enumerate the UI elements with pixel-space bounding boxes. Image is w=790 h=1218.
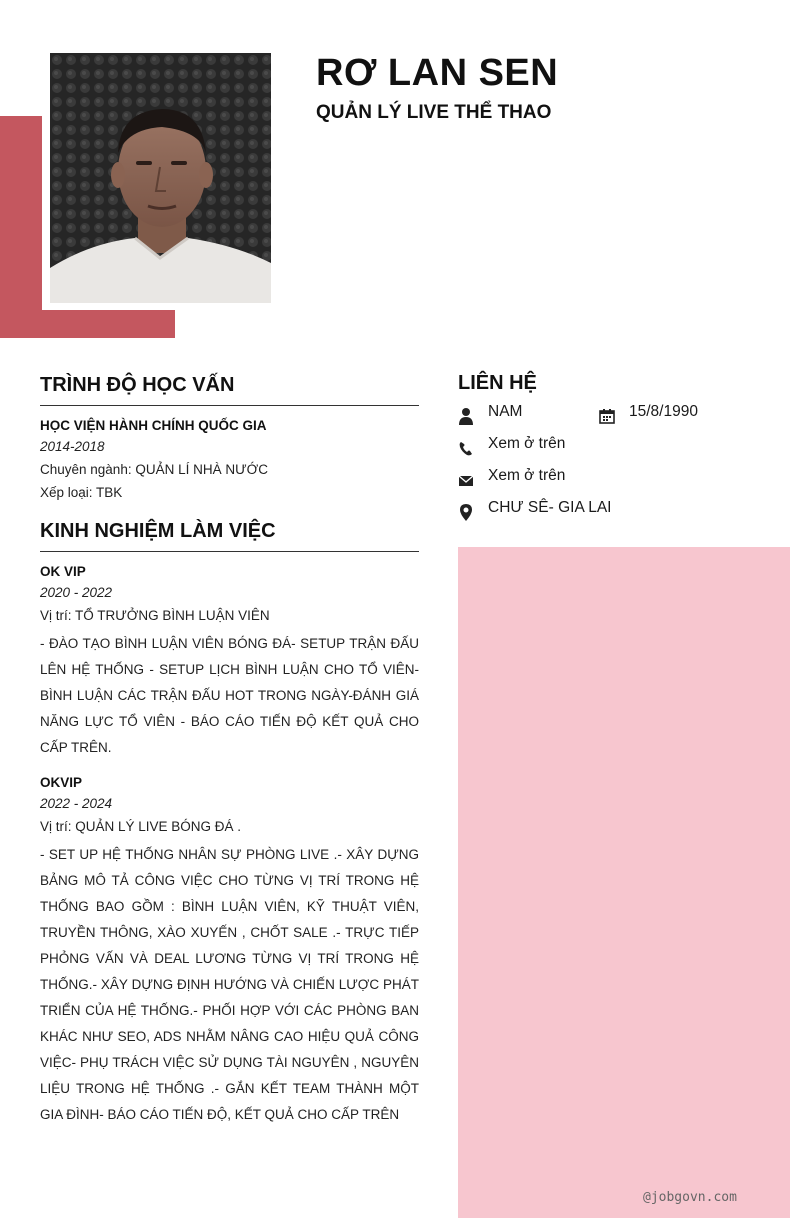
envelope-icon bbox=[458, 471, 474, 489]
experience-description: - SET UP HỆ THỐNG NHÂN SỰ PHÒNG LIVE .- XÂY DỰNG BẢNG MÔ TẢ CÔNG VIỆC CHO TỪNG VỊ TRÍ TRONG HỆ THỐNG BAO GỒM : BÌNH LUẬN VIÊN, KỸ THUẬT VIÊN, TRUYỀN THÔNG, XÀO XUYẾN , CHỐT SALE .- TRỰC TIẾP PHỎNG VẤN VÀ DEAL LƯƠNG TỪNG VỊ TRÍ TRONG HỆ THỐNG.- XÂY DỰNG ĐỊNH HƯỚNG VÀ CHIẾN LƯỢC PHÁT TRIỂN CỦA HỆ THỐNG.- PHỐI HỢP VỚI CÁC PHÒNG BAN KHÁC NHƯ SEO, ADS NHẰM NÂNG CAO HIỆU QUẢ CÔNG VIỆC- PHỤ TRÁCH VIỆC SỬ DỤNG TÀI NGUYÊN , NGUYÊN LIỆU TRONG HỆ THỐNG .- GẮN KẾT TEAM THÀNH MỘT GIA ĐÌNH- BÁO CÁO TIẾN ĐỘ, KẾT QUẢ CHO CẤP TRÊN bbox=[40, 847, 419, 1122]
candidate-name: RƠ LAN SEN bbox=[316, 52, 559, 94]
experience-period: 2022 - 2024 bbox=[40, 796, 113, 811]
experience-heading: KINH NGHIỆM LÀM VIỆC bbox=[40, 520, 419, 552]
phone-value: Xem ở trên bbox=[488, 435, 566, 452]
watermark: @jobgovn.com bbox=[643, 1190, 737, 1205]
experience-period: 2020 - 2022 bbox=[40, 585, 113, 600]
experience-entry bbox=[40, 775, 419, 1128]
contact-heading: LIÊN HỆ bbox=[458, 372, 537, 394]
email-value: Xem ở trên bbox=[488, 467, 566, 484]
person-icon bbox=[458, 407, 474, 425]
accent-bar-vertical bbox=[0, 116, 42, 338]
experience-description: - ĐÀO TẠO BÌNH LUẬN VIÊN BÓNG ĐÁ- SETUP TRẬN ĐẤU LÊN HỆ THỐNG - SETUP LỊCH BÌNH LUẬN CHO TỔ VIÊN- BÌNH LUẬN CÁC TRẬN ĐẤU HOT TRONG NGÀY-ĐÁNH GIÁ NĂNG LỰC TỔ VIÊN - BÁO CÁO TIẾN ĐỘ KẾT QUẢ CHO CẤP TRÊN. bbox=[40, 636, 419, 755]
contact-row-address bbox=[458, 499, 778, 531]
left-column bbox=[40, 374, 419, 1142]
candidate-title: QUẢN LÝ LIVE THỂ THAO bbox=[316, 102, 552, 123]
phone-icon bbox=[458, 439, 474, 457]
company-name: OK VIP bbox=[40, 564, 86, 579]
school-name: HỌC VIỆN HÀNH CHÍNH QUỐC GIA bbox=[40, 418, 267, 433]
education-rank: Xếp loại: TBK bbox=[40, 485, 123, 500]
education-period: 2014-2018 bbox=[40, 439, 105, 454]
accent-bar-horizontal bbox=[0, 310, 175, 338]
education-major: Chuyên ngành: QUẢN LÍ NHÀ NƯỚC bbox=[40, 462, 268, 477]
education-entry bbox=[40, 418, 419, 500]
gender-value: NAM bbox=[488, 403, 523, 420]
contact-row-email bbox=[458, 467, 778, 499]
location-pin-icon bbox=[458, 503, 474, 521]
experience-entry bbox=[40, 564, 419, 761]
experience-position: Vị trí: QUẢN LÝ LIVE BÓNG ĐÁ . bbox=[40, 819, 242, 834]
profile-photo bbox=[50, 53, 271, 303]
education-heading: TRÌNH ĐỘ HỌC VẤN bbox=[40, 374, 419, 406]
experience-position: Vị trí: TỔ TRƯỞNG BÌNH LUẬN VIÊN bbox=[40, 608, 270, 623]
birthday-value: 15/8/1990 bbox=[629, 403, 698, 420]
contact-section bbox=[458, 372, 778, 531]
address-value: CHƯ SÊ- GIA LAI bbox=[488, 499, 612, 516]
company-name: OKVIP bbox=[40, 775, 83, 790]
contact-row-phone bbox=[458, 435, 778, 467]
decorative-panel bbox=[458, 547, 790, 1218]
calendar-icon bbox=[599, 407, 615, 425]
contact-row-gender-birthday bbox=[458, 403, 778, 435]
